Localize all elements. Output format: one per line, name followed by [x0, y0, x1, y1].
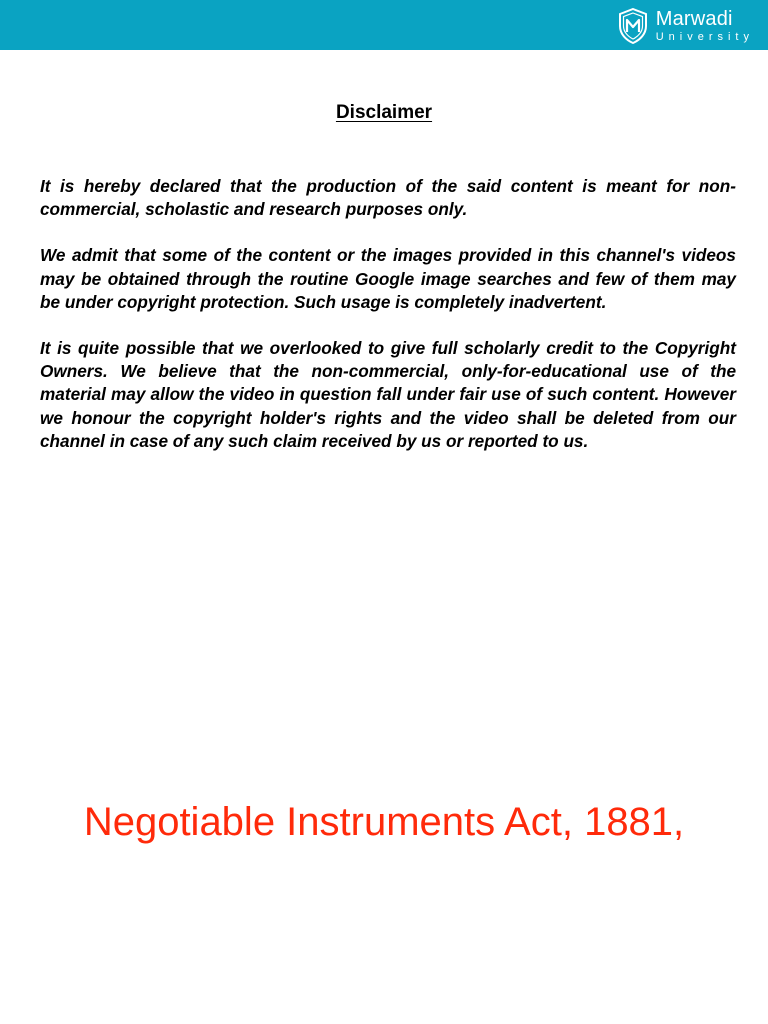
disclaimer-paragraph-3: It is quite possible that we overlooked to give full scholarly credit to the Copyright Owners. We believe that the non-commercial, only-for-educational use of the material may allow the video in question fall under fair use of such content. However we honour the copyright holder's rights and the video shall be deleted from our channel in case of any such claim received by us or reported to us.: [40, 338, 736, 451]
disclaimer-paragraph-2: We admit that some of the content or the images provided in this channel's videos may be obtained through the routine Google image searches and few of them may be under copyright protection. Such usage is completely inadvertent.: [40, 245, 736, 312]
shield-m-logo-icon: [618, 8, 648, 44]
brand-subtitle: University: [655, 31, 754, 43]
university-logo: [618, 6, 754, 46]
brand-name: Marwadi: [655, 8, 733, 30]
brand-wordmark: [656, 9, 754, 43]
header-bar: [0, 0, 768, 50]
disclaimer-title: Disclaimer: [335, 102, 433, 123]
disclaimer-paragraph-1: It is hereby declared that the production of the said content is meant for non-commercial, scholastic and research purposes only.: [40, 176, 736, 220]
slide-headline: Negotiable Instruments Act, 1881,: [83, 800, 685, 844]
disclaimer-body: [40, 175, 736, 476]
